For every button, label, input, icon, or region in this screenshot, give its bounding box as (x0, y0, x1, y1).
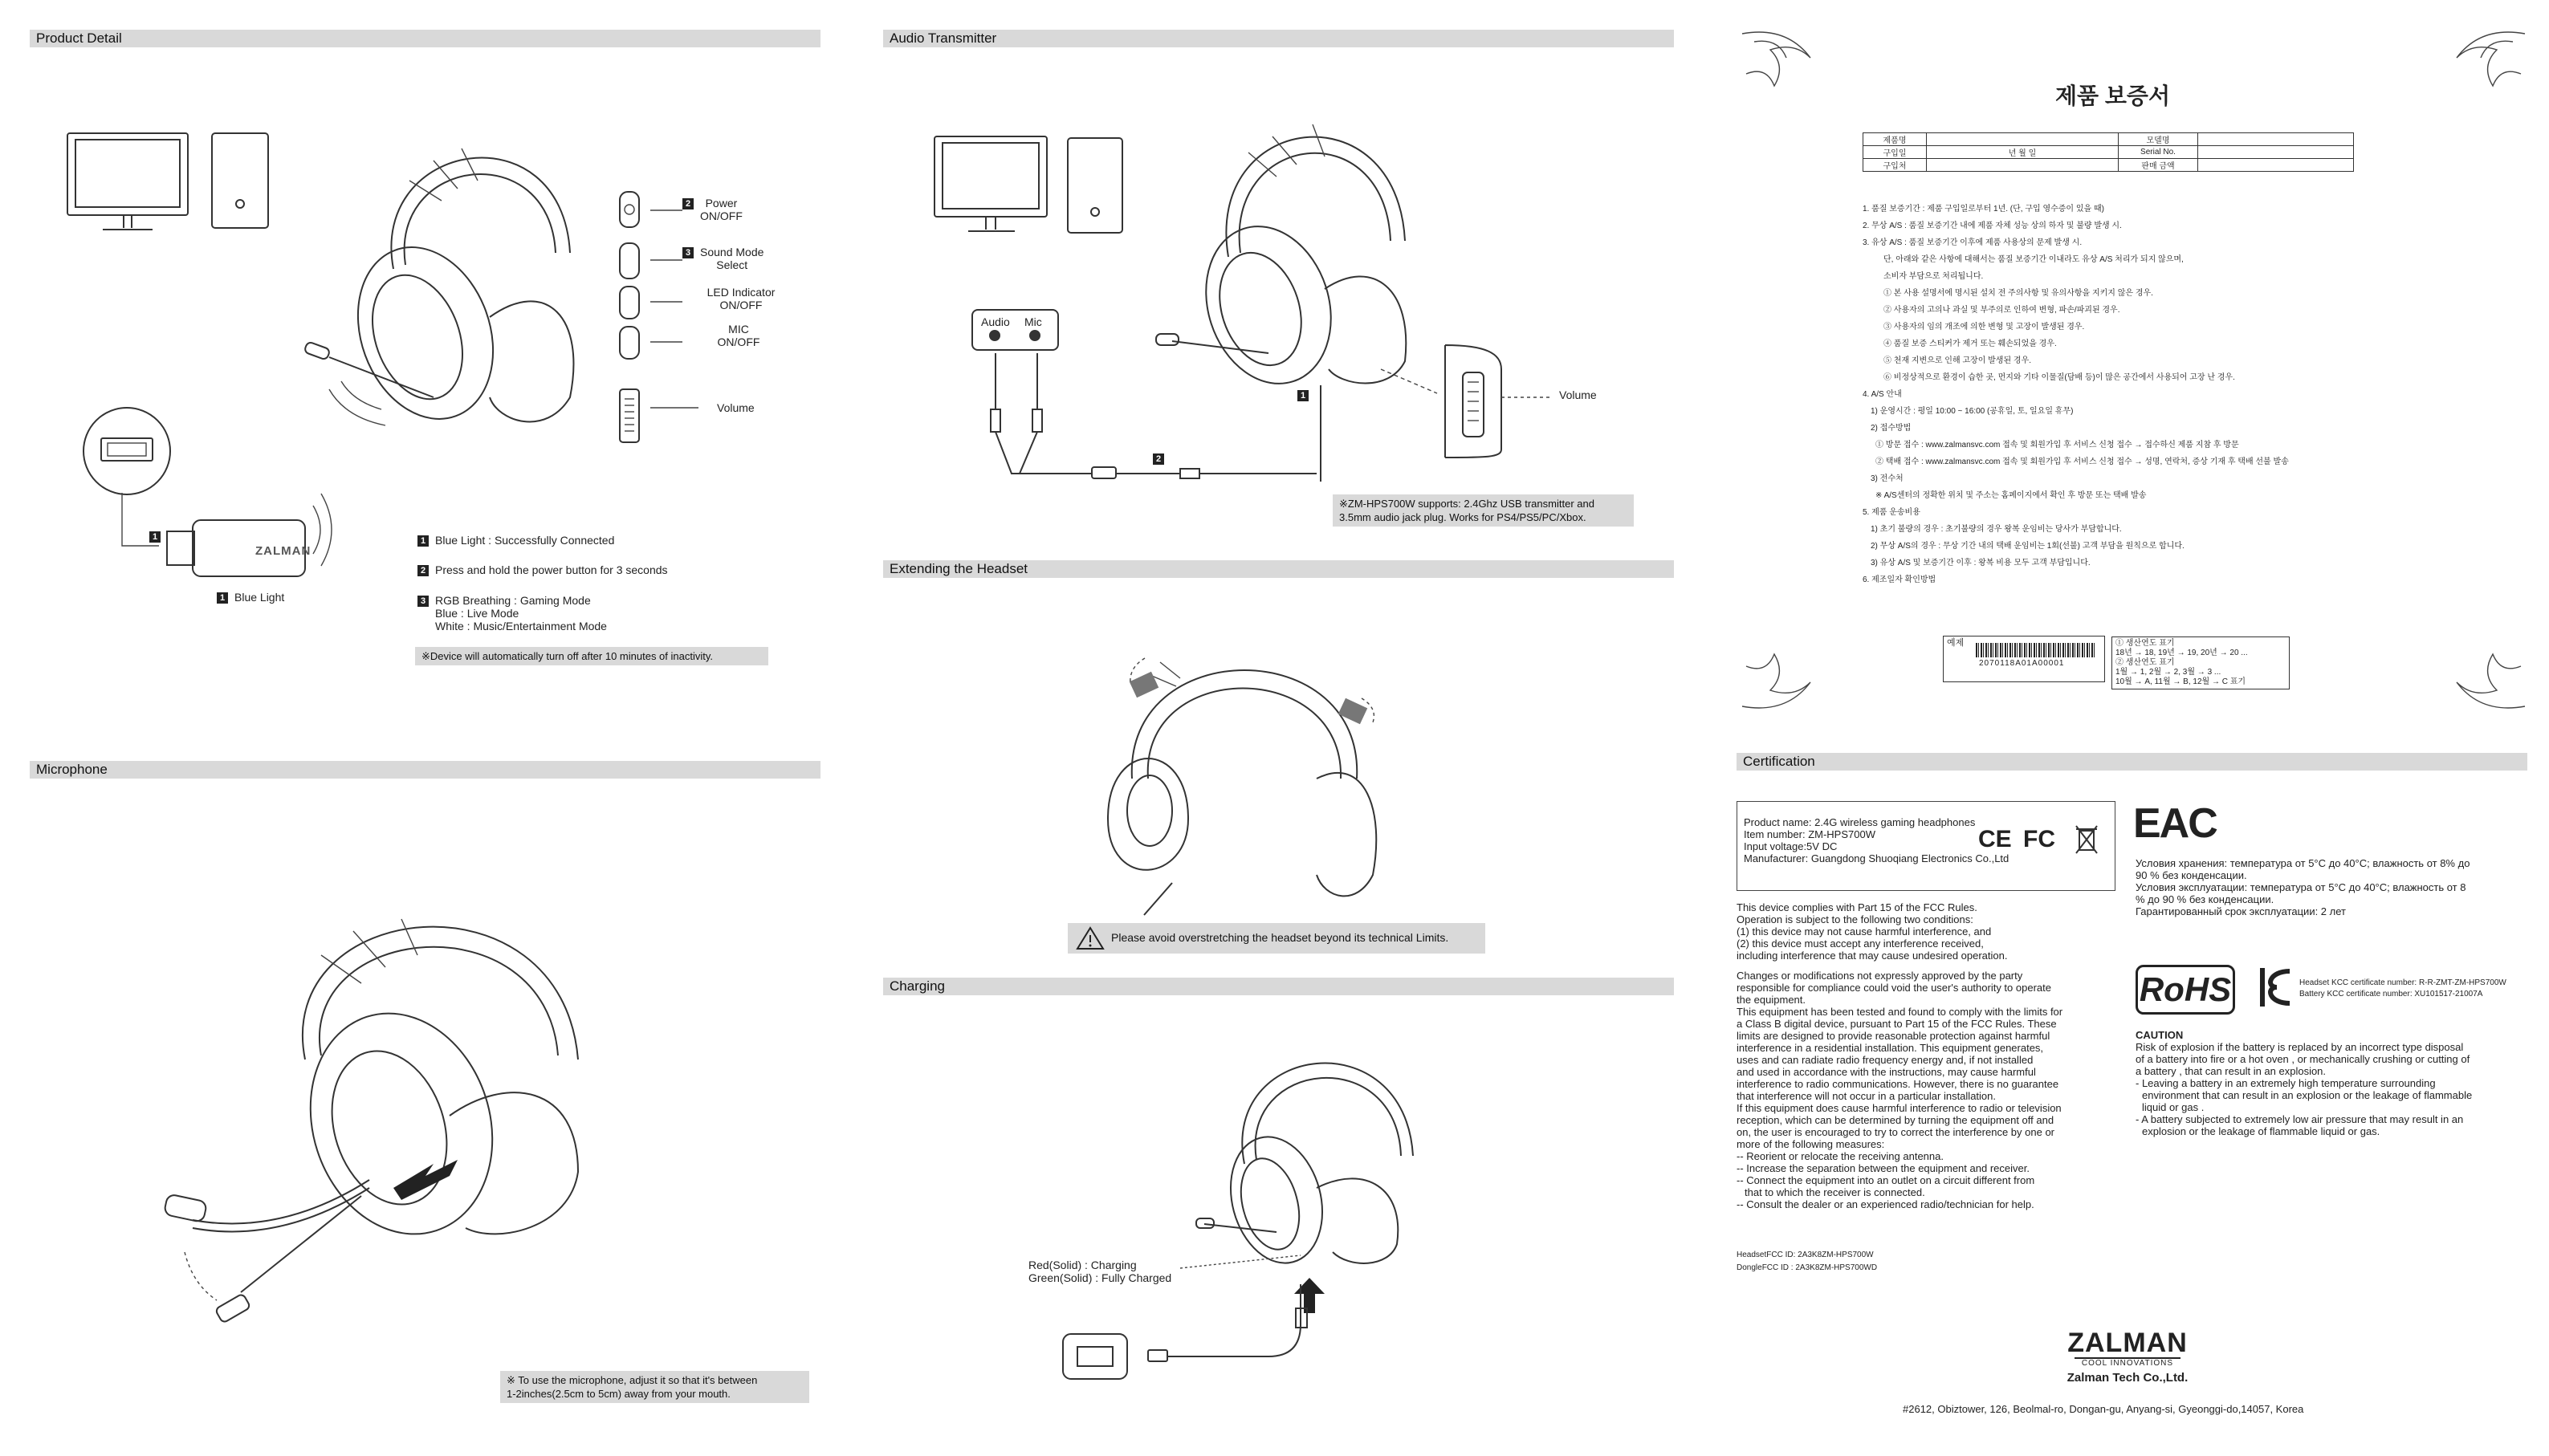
control-label-sound-mode: 3 Sound Mode Select (682, 246, 795, 271)
audio-port-label: Audio (981, 315, 1010, 328)
charging-green-label: Green(Solid) : Fully Charged (1028, 1271, 1172, 1284)
mic-port-label: Mic (1024, 315, 1042, 328)
audio-num-2: 2 (1153, 452, 1171, 465)
control-label-power: 2 Power ON/OFF (682, 197, 787, 222)
audio-mic-port-box (971, 309, 1059, 351)
russian-conditions: Условия хранения: температура от 5°C до 40°C; влажность от 8% до 90 % без конденсации. Условия эксплуатации: температура от 5°C до 40°C; влажность от 8 % до 90 % без конденсации. Гарантированный срок эксплуатации: 2 лет (2136, 857, 2470, 917)
control-label-mic: MIC ON/OFF (717, 323, 760, 348)
legend-item-3: 3 RGB Breathing : Gaming Mode Blue : Live Mode White : Music/Entertainment Mode (417, 594, 607, 632)
monitor-illustration-audio (931, 135, 1140, 239)
section-bar-certification: Certification (1737, 753, 2527, 771)
input-voltage-line: Input voltage:5V DC (1744, 840, 1838, 852)
ornament-top-right (2441, 26, 2529, 106)
fcc-mark-icon: FC (2023, 826, 2055, 852)
warranty-title: 제품 보증서 (2055, 83, 2171, 108)
kcc-numbers: Headset KCC certificate number: R-R-ZMT-ZM-HPS700W Battery KCC certificate number: XU101517-21007A (2299, 978, 2506, 998)
caution-block: CAUTION Risk of explosion if the battery is replaced by an incorrect type disposal of a battery into fire or a hot oven , or mechanically crushing or cutting of a battery , that can result in an explosion. - Leaving a battery in an extremely high temperature surrounding environment that can result in an explosion or the leakage of flammable liquid or gas . - A battery subjected to extremely low air pressure that may result in an explosion or the leakage of flammable liquid or gas. (2136, 1029, 2521, 1137)
company-address: #2612, Obiztower, 126, Beolmal-ro, Dongan-gu, Anyang-si, Gyeonggi-do,14057, Korea (1903, 1403, 2304, 1415)
item-number-line: Item number: ZM-HPS700W (1744, 828, 1875, 840)
serial-explanation: ① 생산연도 표기 18년 → 18, 19년 → 19, 20년 → 20 ... ② 생산연도 표기 1월 → 1, 2월 → 2, 3월 → 3 ... 10월 → A, 11월 → B, 12월 → C 표기 (2111, 636, 2290, 689)
audio-transmitter-note: ※ZM-HPS700W supports: 2.4Ghz USB transmitter and 3.5mm audio jack plug. Works for PS4/PS5/PC/Xbox. (1333, 494, 1634, 527)
zalman-logo (2063, 1328, 2192, 1368)
fcc-ids: HeadsetFCC ID: 2A3K8ZM-HPS700W DongleFCC ID : 2A3K8ZM-HPS700WD (1737, 1251, 1878, 1272)
barcode-graphic (1976, 643, 2096, 657)
ce-mark-icon: CE (1978, 826, 2012, 852)
section-bar-audio-transmitter: Audio Transmitter (883, 30, 1674, 47)
dongle-num-1: 1 (149, 530, 167, 543)
ornament-bottom-left (1738, 626, 1826, 714)
section-bar-microphone: Microphone (30, 761, 820, 779)
extending-warning: Please avoid overstretching the headset beyond its technical Limits. (1068, 923, 1485, 954)
control-label-led: LED Indicator ON/OFF (706, 286, 776, 311)
headset-illustration-main (305, 92, 642, 429)
headset-illustration-extending (1100, 618, 1405, 915)
headset-illustration-microphone (161, 851, 610, 1300)
serial-example-box (1943, 636, 2105, 682)
ornament-bottom-right (2441, 626, 2529, 714)
product-info-box (1737, 801, 2115, 891)
company-name: Zalman Tech Co.,Ltd. (2066, 1371, 2189, 1385)
charging-leader (1180, 1252, 1309, 1284)
barcode-number: 2070118A01A00001 (1979, 659, 2065, 668)
volume-detail-illustration (1381, 337, 1557, 466)
monitor-illustration (64, 128, 281, 241)
usb-dongle-illustration (72, 385, 361, 578)
section-bar-charging: Charging (883, 978, 1674, 995)
blue-light-label: 1 Blue Light (217, 591, 284, 604)
weee-bin-icon (2075, 824, 2099, 856)
audio-num-1: 1 (1297, 388, 1315, 401)
manufacturer-line: Manufacturer: Guangdong Shuoqiang Electronics Co.,Ltd (1744, 852, 2009, 864)
dongle-brand: ZALMAN (255, 544, 311, 558)
ornament-top-left (1738, 26, 1826, 106)
warranty-info-table: 제품명 모델명 구입일 년 월 일 Serial No. 구입처 판매 금액 (1863, 132, 2354, 172)
legend-item-2: 2 Press and hold the power button for 3 seconds (417, 563, 668, 576)
example-label: 예제 (1947, 638, 1965, 648)
product-name-line: Product name: 2.4G wireless gaming headphones (1744, 816, 1976, 828)
zalman-tagline: COOL INNOVATIONS (2075, 1357, 2180, 1368)
legend-item-1: 1 Blue Light : Successfully Connected (417, 534, 614, 547)
rohs-mark-icon: RoHS (2136, 965, 2235, 1015)
eac-mark-icon: EAC (2133, 800, 2217, 847)
auto-off-note: ※Device will automatically turn off after 10 minutes of inactivity. (415, 647, 768, 665)
microphone-note: ※ To use the microphone, adjust it so that it's between 1-2inches(2.5cm to 5cm) away from your mouth. (500, 1371, 809, 1403)
section-bar-product-detail: Product Detail (30, 30, 820, 47)
caution-title: CAUTION (2136, 1029, 2184, 1041)
kc-mark-icon (2258, 965, 2293, 1010)
control-panel (617, 189, 649, 445)
zalman-brand-text: ZALMAN (2067, 1328, 2188, 1358)
volume-label-audio: Volume (1559, 388, 1597, 401)
section-bar-extending: Extending the Headset (883, 560, 1674, 578)
fcc-statement: This device complies with Part 15 of the FCC Rules. Operation is subject to the following two conditions: (1) this device may not cause harmful interference, and (2) this device must accept any interference received, including interference that may cause undesired operation. Changes or modifications not expressly approved by the party responsible for compliance could void the user's authority to operate the equipment. This equipment has been tested and found to comply with the limits for a Class B digital device, pursuant to Part 15 of the FCC Rules. These limits are designed to provide reasonable protection against harmful interference in a residential installation. This equipment generates, uses and can radiate radio frequency energy and, if not installed and used in accordance with the instructions, may cause harmful interference to radio communications. However, there is no guarantee that interference will not occur in a particular installation. If this equipment does cause harmful interference to radio or television reception, which can be determined by turning the equipment off and on, the user is encouraged to try to correct the interference by one or more of the following measures: -- Reorient or relocate the receiving antenna. -- Increase the separation between the equipment and receiver. -- Connect the equipment into an outlet on a circuit different from that to which the receiver is connected. -- Consult the dealer or an experienced radio/technician for help. (1737, 901, 2063, 1210)
warranty-terms: 1. 품질 보증기간 : 제품 구입일로부터 1년. (단, 구입 영수증이 있을 때) 2. 무상 A/S : 품질 보증기간 내에 제품 자체 성능 상의 하자 및 불량 발생 시. 3. 유상 A/S : 품질 보증기간 이후에 제품 사용상의 문제 발생 시. 단, 아래와 같은 사항에 대해서는 품질 보증기간 이내라도 유상 A/S 처리가 되지 않으며, 소비자 부담으로 처리됩니다. ① 본 사용 설명서에 명시된 설치 전 주의사항 및 유의사항을 지키지 않은 경우. ② 사용자의 고의나 과실 및 부주의로 인하여 변형, 파손/파괴된 경우. ③ 사용자의 임의 개조에 의한 변형 및 고장이 발생된 경우. ④ 품질 보증 스티커가 제거 또는 훼손되었을 경우. ⑤ 천재 지변으로 인해 고장이 발생된 경우. ⑥ 비정상적으로 환경이 습한 곳, 먼지와 기타 이물질(담배 등)이 많은 공간에서 사용되어 고장 난 경우. 4. A/S 안내 1) 운영시간 : 평일 10:00 ~ 16:00 (공휴일, 토, 일요일 휴무) 2) 접수방법 ① 방문 접수 : www.zalmansvc.com 접속 및 회원가입 후 서비스 신청 접수 → 접수하신 제품 지참 후 방문 ② 택배 접수 : www.zalmansvc.com 접속 및 회원가입 후 서비스 신청 접수 → 성명, 연락처, 증상 기재 후 택배 선불 발송 3) 전수처 ※ A/S센터의 정확한 위치 및 주소는 홈페이지에서 확인 후 방문 또는 택배 발송 5. 제품 운송비용 1) 초기 불량의 경우 : 초기불량의 경우 왕복 운임비는 당사가 부담합니다. 2) 무상 A/S의 경우 : 무상 기간 내의 택배 운임비는 1회(선불) 고객 부담을 원칙으로 합니다. 3) 유상 A/S 및 보증기간 이후 : 왕복 비용 모두 고객 부담입니다. 6. 제조일자 확인방법 (1863, 205, 2289, 584)
control-label-volume: Volume (717, 401, 755, 414)
charging-red-label: Red(Solid) : Charging (1028, 1259, 1137, 1271)
